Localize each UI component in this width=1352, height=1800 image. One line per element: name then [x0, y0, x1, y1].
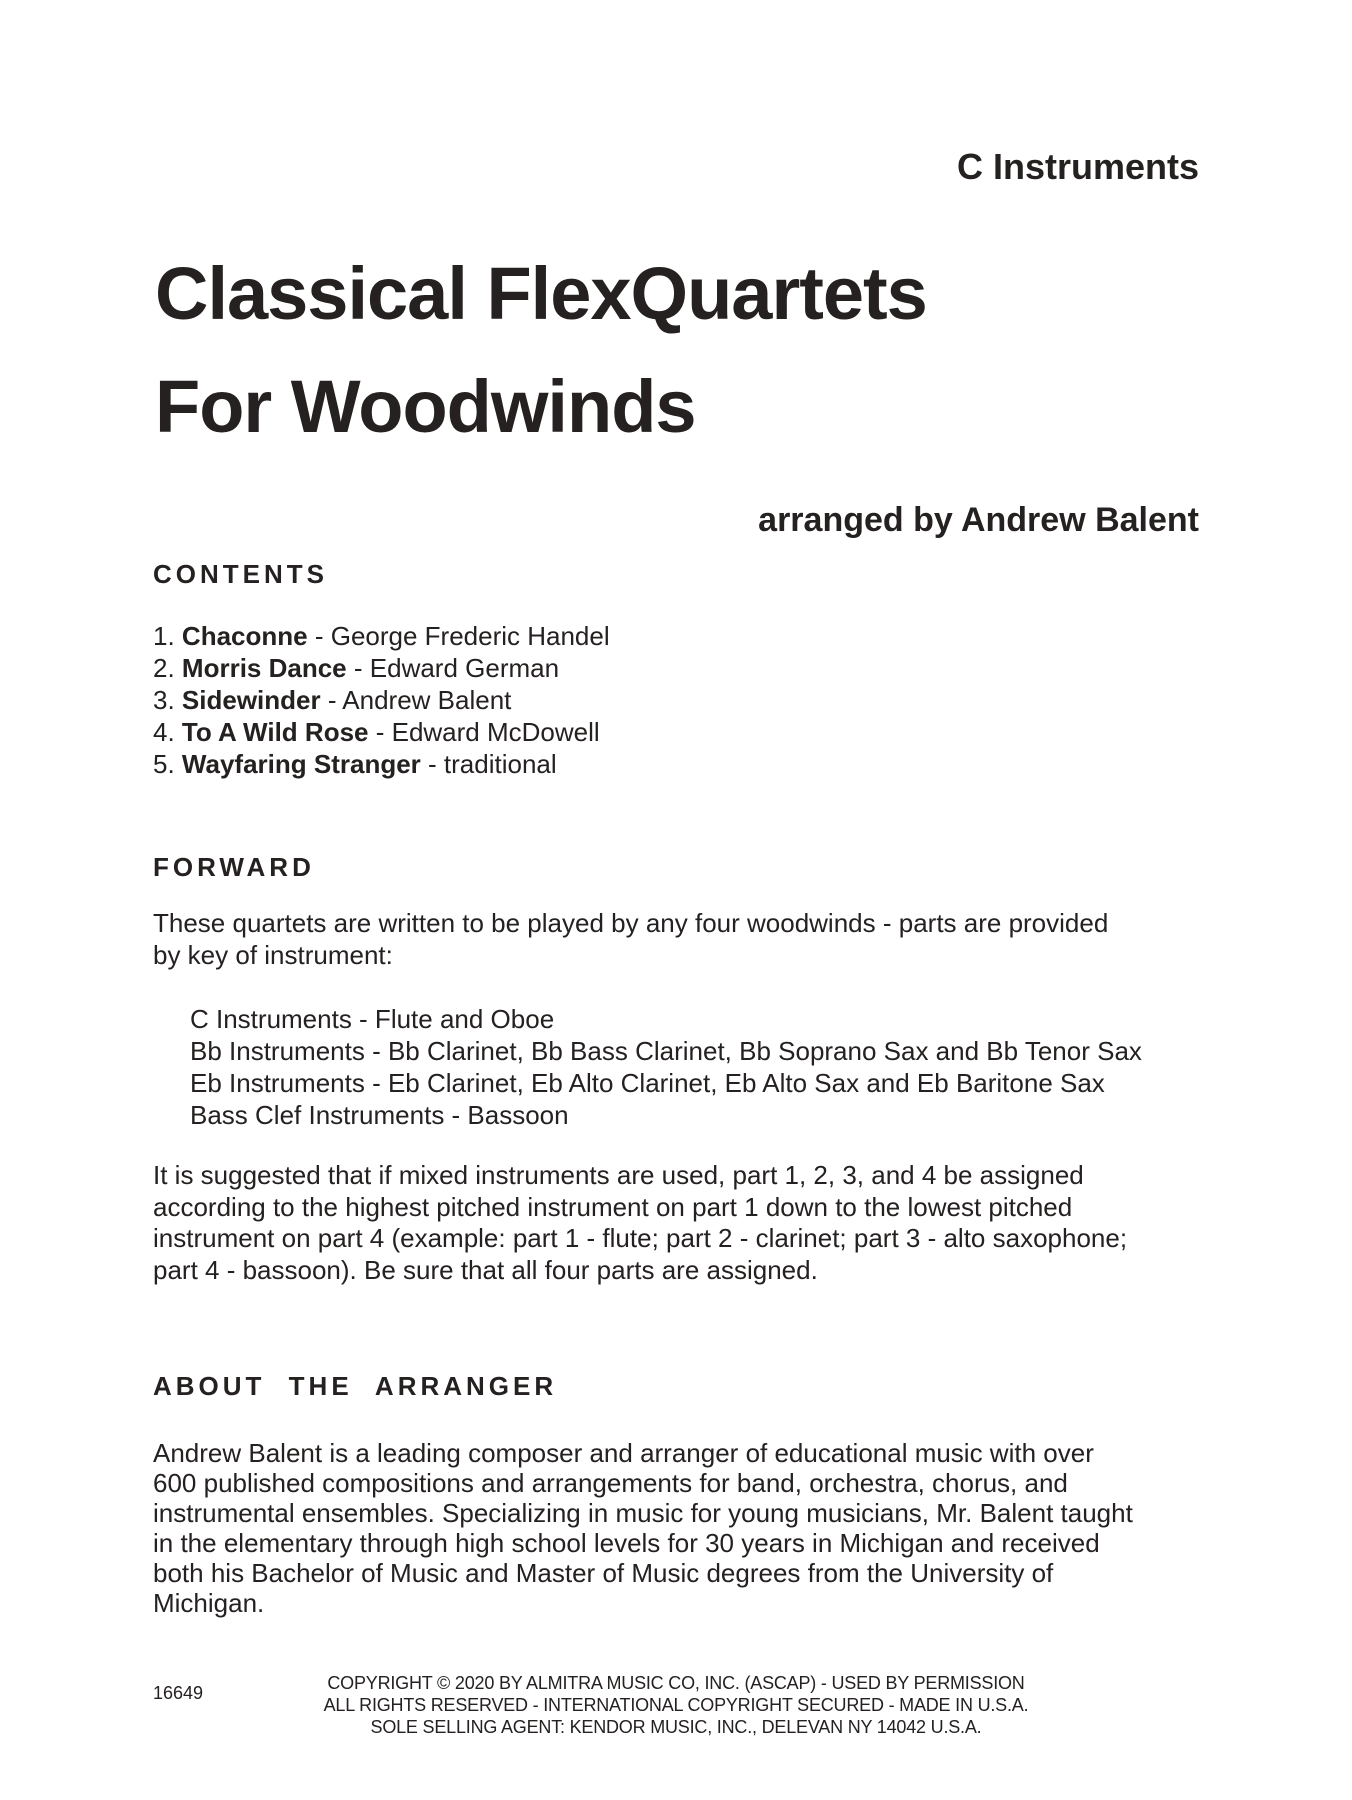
forward-heading: FORWARD	[153, 852, 315, 882]
copyright-notice	[0, 1672, 1352, 1738]
contents-item	[153, 716, 610, 748]
paragraph-line: in the elementary through high school levels for 30 years in Michigan and received	[153, 1528, 1100, 1558]
instrument-label: C Instruments	[956, 146, 1199, 187]
item-composer: - Edward McDowell	[368, 717, 600, 747]
item-composer: - George Frederic Handel	[307, 621, 610, 651]
item-number: 2.	[153, 653, 182, 683]
item-number: 3.	[153, 685, 182, 715]
contents-heading: CONTENTS	[153, 559, 328, 589]
paragraph-line: part 4 - bassoon). Be sure that all four parts are assigned.	[153, 1254, 818, 1285]
paragraph-line: by key of instrument:	[153, 939, 393, 970]
copyright-line: COPYRIGHT © 2020 BY ALMITRA MUSIC CO, INC. (ASCAP) - USED BY PERMISSION	[327, 1673, 1025, 1693]
title-line-1: Classical FlexQuartets	[155, 252, 927, 335]
item-number: 1.	[153, 621, 182, 651]
paragraph-line: according to the highest pitched instrument on part 1 down to the lowest pitched	[153, 1191, 1073, 1222]
contents-item	[153, 652, 610, 684]
instrument-key-line: C Instruments - Flute and Oboe	[190, 1004, 555, 1034]
forward-suggestion-paragraph	[153, 1160, 1127, 1286]
item-composer: - Edward German	[346, 653, 560, 683]
paragraph-line: These quartets are written to be played by any four woodwinds - parts are provided	[153, 908, 1109, 938]
item-number: 4.	[153, 717, 182, 747]
item-title: Chaconne	[181, 621, 308, 651]
contents-list	[153, 620, 610, 780]
paragraph-line: instrumental ensembles. Specializing in music for young musicians, Mr. Balent taught	[153, 1498, 1133, 1528]
title-line-2: For Woodwinds	[155, 365, 696, 448]
contents-item	[153, 748, 610, 780]
forward-intro-paragraph	[153, 908, 1108, 971]
paragraph-line: Andrew Balent is a leading composer and arranger of educational music with over	[153, 1438, 1094, 1468]
item-title: To A Wild Rose	[181, 717, 369, 747]
instrument-key-line: Bass Clef Instruments - Bassoon	[190, 1100, 569, 1130]
about-arranger-heading: ABOUT THE ARRANGER	[153, 1371, 558, 1401]
instrument-key-line: Eb Instruments - Eb Clarinet, Eb Alto Clarinet, Eb Alto Sax and Eb Baritone Sax	[190, 1068, 1105, 1098]
paragraph-line: both his Bachelor of Music and Master of Music degrees from the University of	[153, 1558, 1054, 1588]
copyright-line: SOLE SELLING AGENT: KENDOR MUSIC, INC., DELEVAN NY 14042 U.S.A.	[370, 1717, 982, 1737]
page-title	[155, 237, 1232, 463]
arranger-bio-paragraph	[153, 1438, 1133, 1618]
item-title: Morris Dance	[181, 653, 347, 683]
instrument-key-list	[190, 1003, 1142, 1131]
arranger-credit: arranged by Andrew Balent	[758, 501, 1199, 539]
item-title: Sidewinder	[181, 685, 321, 715]
contents-item	[153, 620, 610, 652]
paragraph-line: 600 published compositions and arrangements for band, orchestra, chorus, and	[153, 1468, 1068, 1498]
item-title: Wayfaring Stranger	[181, 749, 421, 779]
paragraph-line: It is suggested that if mixed instruments are used, part 1, 2, 3, and 4 be assigned	[153, 1160, 1084, 1190]
instrument-key-line: Bb Instruments - Bb Clarinet, Bb Bass Clarinet, Bb Soprano Sax and Bb Tenor Sax	[190, 1036, 1142, 1066]
copyright-line: ALL RIGHTS RESERVED - INTERNATIONAL COPYRIGHT SECURED - MADE IN U.S.A.	[323, 1695, 1029, 1715]
item-composer: - traditional	[420, 749, 557, 779]
paragraph-line: Michigan.	[153, 1588, 265, 1618]
paragraph-line: instrument on part 4 (example: part 1 - flute; part 2 - clarinet; part 3 - alto saxophone;	[153, 1223, 1128, 1253]
item-number: 5.	[153, 749, 182, 779]
plate-number: 16649	[153, 1683, 204, 1703]
item-composer: - Andrew Balent	[320, 685, 512, 715]
contents-item	[153, 684, 610, 716]
